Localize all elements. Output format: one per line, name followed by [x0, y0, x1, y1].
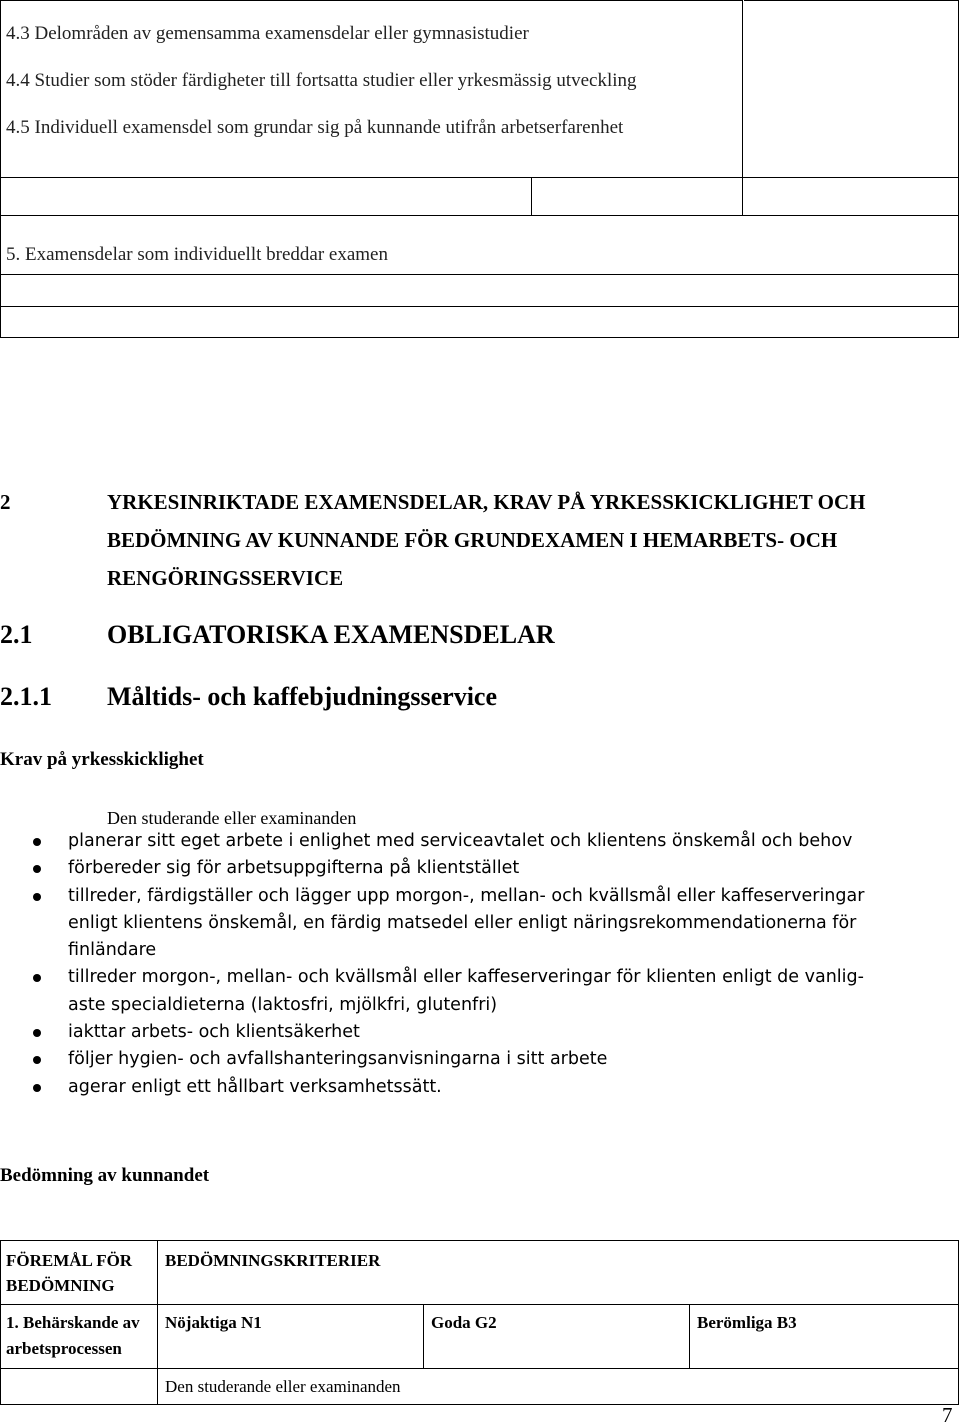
krav-bullet-list: [0, 828, 960, 1101]
list-item: planerar sitt eget arbete i enlighet med serviceavtalet och klientens önskemål och behov: [0, 828, 960, 855]
bullet-icon: [33, 865, 41, 873]
assessment-table-border: [0, 1404, 958, 1405]
heading-line: RENGÖRINGSSERVICE: [107, 566, 344, 590]
top-table-border: [742, 177, 743, 215]
top-table-border: [958, 0, 959, 338]
level-b3: Berömliga B3: [697, 1313, 797, 1332]
bullet-icon: [33, 838, 41, 846]
table-header: BEDÖMNING: [6, 1276, 115, 1295]
subsection-title: Måltids- och kaffebjudningsservice: [107, 682, 497, 711]
heading-number: 2: [0, 490, 11, 514]
assessment-table-border: [157, 1240, 158, 1405]
top-table-border: [742, 0, 743, 178]
section-title: OBLIGATORISKA EXAMENSDELAR: [107, 620, 555, 649]
bullet-icon: [33, 893, 41, 901]
table-header: BEDÖMNINGSKRITERIER: [165, 1251, 381, 1270]
top-table-border: [0, 215, 958, 216]
list-item: förbereder sig för arbetsuppgifterna på klientstället: [0, 855, 960, 882]
assessment-table-border: [958, 1240, 959, 1405]
assessment-table-border: [0, 1368, 958, 1369]
list-item: 4.3 Delområden av gemensamma examensdelar eller gymnasistudier: [6, 23, 529, 44]
level-n1: Nöjaktiga N1: [165, 1313, 262, 1332]
top-table-border: [0, 306, 958, 307]
table-cell: arbetsprocessen: [6, 1339, 122, 1358]
assessment-table-border: [0, 1240, 1, 1405]
list-item: följer hygien- och avfallshanteringsanvisningarna i sitt arbete: [0, 1046, 960, 1073]
section-5-title: 5. Examensdelar som individuellt breddar examen: [6, 244, 388, 265]
bullet-icon: [33, 1056, 41, 1064]
bullet-icon: [33, 974, 41, 982]
list-item: agerar enligt ett hållbart verksamhetssätt.: [0, 1074, 960, 1101]
table-cell: Den studerande eller examinanden: [165, 1377, 401, 1396]
krav-intro: Den studerande eller examinanden: [107, 808, 357, 828]
top-table-border: [0, 0, 742, 1]
top-table-border: [744, 0, 958, 1]
list-item: tillreder, färdigställer och lägger upp morgon-, mellan- och kvällsmål eller kaffeserveringar enligt klientens önskemål, en färdig matsedel eller enligt näringsrekommendationerna för finländare: [0, 883, 960, 965]
assessment-table-border: [423, 1304, 424, 1368]
list-item: tillreder morgon-, mellan- och kvällsmål eller kaffeserveringar för klienten enligt de vanlig- aste specialdieterna (laktosfri, mjölkfri, glutenfri): [0, 964, 960, 1019]
subsection-number: 2.1.1: [0, 682, 52, 711]
bullet-icon: [33, 1084, 41, 1092]
assessment-table-border: [689, 1304, 690, 1368]
top-table-border: [0, 177, 958, 178]
top-table-border: [531, 177, 532, 215]
bullet-icon: [33, 1029, 41, 1037]
table-header: FÖREMÅL FÖR: [6, 1251, 133, 1270]
assessment-table-border: [0, 1240, 958, 1241]
table-cell: 1. Behärskande av: [6, 1313, 140, 1332]
level-g2: Goda G2: [431, 1313, 497, 1332]
list-item: iakttar arbets- och klientsäkerhet: [0, 1019, 960, 1046]
heading-line: YRKESINRIKTADE EXAMENSDELAR, KRAV PÅ YRKESSKICKLIGHET OCH: [107, 490, 866, 514]
list-item: 4.5 Individuell examensdel som grundar sig på kunnande utifrån arbetserfarenhet: [6, 117, 624, 138]
section-number: 2.1: [0, 620, 33, 649]
krav-heading: Krav på yrkesskicklighet: [0, 749, 204, 770]
assessment-table-border: [0, 1304, 958, 1305]
top-table-border: [0, 337, 958, 338]
heading-line: BEDÖMNING AV KUNNANDE FÖR GRUNDEXAMEN I HEMARBETS- OCH: [107, 528, 838, 552]
top-table-border: [0, 0, 1, 338]
bedomning-heading: Bedömning av kunnandet: [0, 1165, 210, 1186]
top-table-border: [0, 274, 958, 275]
page-number: 7: [942, 1403, 953, 1427]
list-item: 4.4 Studier som stöder färdigheter till fortsatta studier eller yrkesmässig utveckling: [6, 70, 637, 91]
